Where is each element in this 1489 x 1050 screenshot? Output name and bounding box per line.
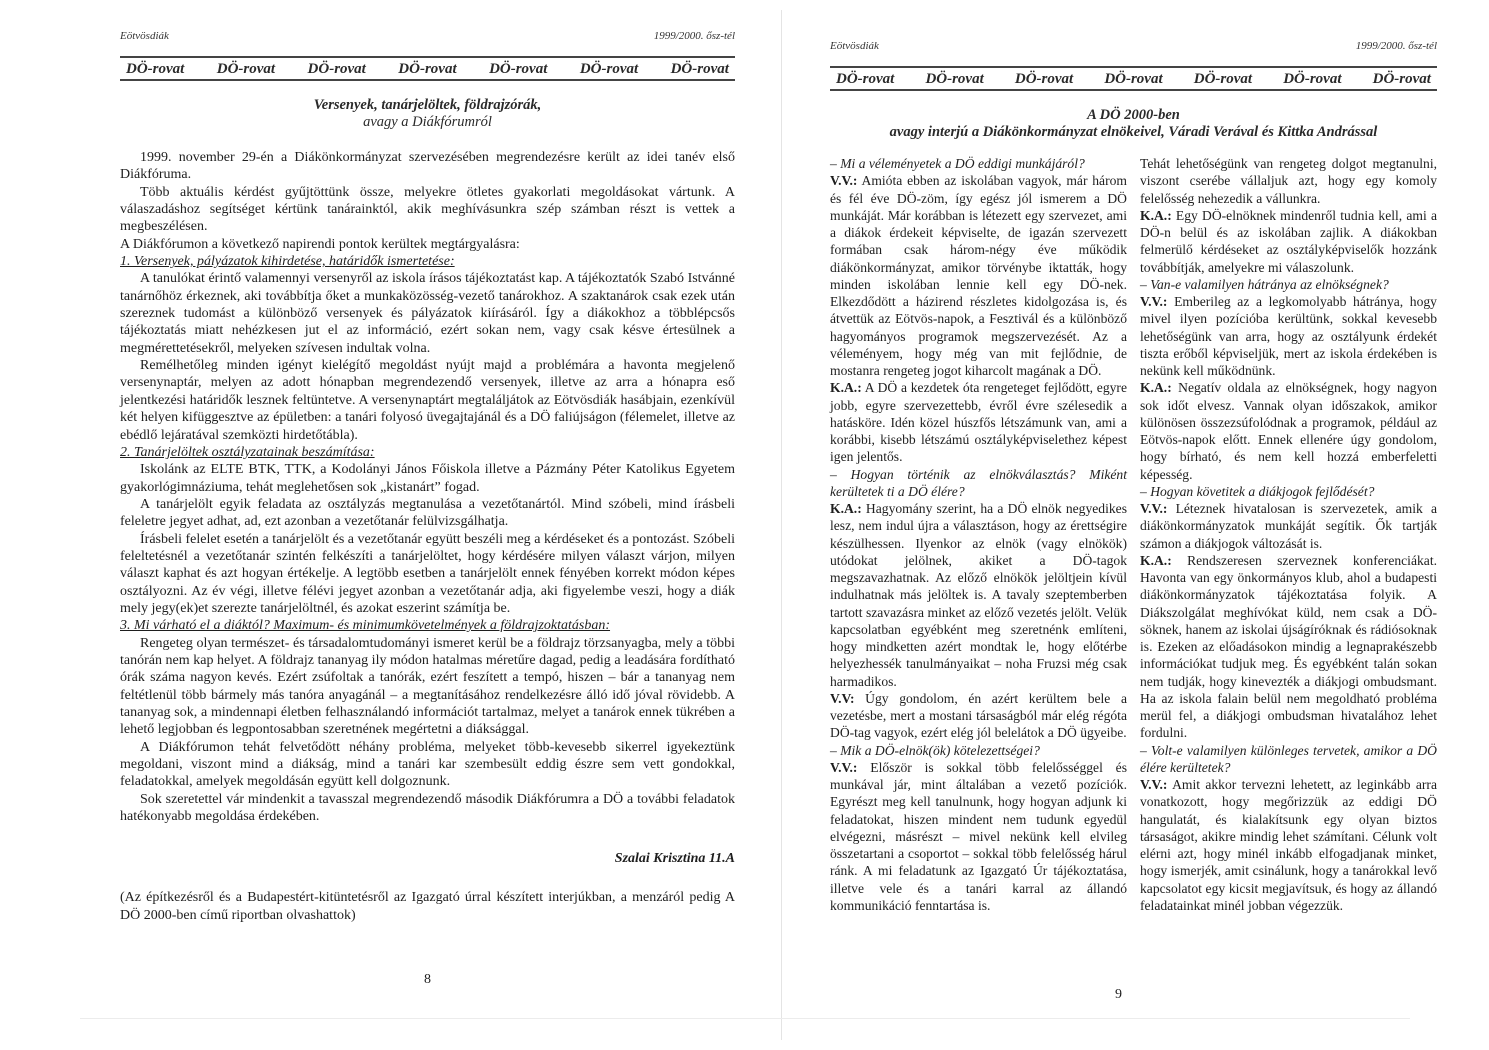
interview-question: – Volt-e valamilyen különleges tervetek, amikor a DÖ élére kerültetek?	[1140, 742, 1437, 775]
interview-answer	[830, 500, 1127, 690]
article-body	[120, 149, 735, 825]
interview-columns	[830, 155, 1437, 914]
article-title	[830, 107, 1437, 141]
answer-text: A DÖ a kezdetek óta rengeteget fejlődött, egyre jobb, egyre szervezettebb, évről évre szélesedik a hatásköre. Idén közel húszfős létszámunk van, ami a korábbi, kisebb létszámú osztályképviselethez képest igen jelentős.	[830, 380, 1127, 465]
agenda-heading: 1. Versenyek, pályázatok kihirdetése, határidők ismertetése:	[120, 254, 455, 270]
agenda-heading: 2. Tanárjelöltek osztályzatainak beszámítása:	[120, 444, 375, 460]
publication-name: Eötvösdiák	[830, 40, 879, 52]
section-label: DÖ-rovat	[925, 71, 984, 87]
interview-question: – Hogyan történik az elnökválasztás? Miként kerültetek ti a DÖ élére?	[830, 466, 1127, 499]
paragraph: Több aktuális kérdést gyűjtöttünk össze, melyekre ötletes gyakorlati megoldásokat vártunk. A válaszadáshoz segítséget kértünk tanárainktól, akik meghívásunkra szép számban részt is vettek a megbeszélésen.	[120, 184, 735, 235]
section-label: DÖ-rovat	[1372, 71, 1431, 87]
answer-text: Amióta ebben az iskolában vagyok, már három és fél éve DÖ-zöm, így egész jól ismerem a DÖ munkáját. Már korábban is létezett egy szervezet, ami a diákok érdekeit képviselte, de igazán szervezett formában csak három-négy éve működik diákönkormányzat, amikor törvénybe iktatták, hogy minden iskolában lennie kell egy DÖ-nek. Elkezdődött a házirend részletes kidolgozása is, és átvettük az Eötvös-napok, a Fesztivál és a különböző hagyományos programok megszervezését. Az a véleményem, hogy még van mit fejlődnie, de mostanra rengeteg jogot kiharcolt magának a DÖ.	[830, 173, 1127, 378]
paragraph: A tanárjelölt egyik feladata az osztályzás megtanulása a vezetőtanártól. Mind szóbeli, mind írásbeli feleletre jegyet adhat, ad, ezt azonban a vezetőtanár felülvizsgálhatja.	[120, 496, 735, 530]
section-band	[120, 56, 735, 81]
paragraph: 1999. november 29-én a Diákönkormányzat szervezésében megrendezésre került az idei tanév első Diákfóruma.	[120, 150, 735, 183]
answer-text: Úgy gondolom, én azért kerültem bele a vezetésbe, mert a mostani társaságból már elég régóta DÖ-tag vagyok, ezért elég jól belelátok a DÖ ügyeibe.	[830, 690, 1127, 741]
interview-answer	[1140, 207, 1437, 276]
page-gutter	[781, 10, 782, 1040]
interview-answer	[830, 172, 1127, 379]
speaker-initials: V.V:	[830, 690, 855, 706]
interview-answer	[830, 759, 1127, 914]
interview-question: – Hogyan követitek a diákjogok fejlődését?	[1140, 483, 1375, 499]
speaker-initials: V.V.:	[1140, 294, 1168, 309]
interview-answer	[830, 379, 1127, 465]
interview-answer	[1140, 379, 1437, 483]
answer-text: Negatív oldala az elnökségnek, hogy nagyon sok időt elvesz. Vannak olyan időszakok, amikor különösen összezsúfolódnak a programok, például az Eötvös-napok előtt. Ennek ellenére úgy gondolom, hogy bírható, és nem kell hozzá emberfeletti képesség.	[1140, 380, 1437, 482]
interview-answer	[1140, 293, 1437, 379]
section-label: DÖ-rovat	[670, 61, 729, 77]
page-number: 9	[1115, 987, 1122, 1002]
speaker-initials: V.V.:	[830, 759, 858, 775]
paragraph: Sok szeretettel vár mindenkit a tavasszal megrendezendő második Diákfórumra a DÖ a további feladatok hatékonyabb megoldása érdekében.	[120, 791, 735, 825]
interview-answer	[1140, 500, 1437, 552]
running-head	[830, 40, 1437, 54]
interview-question: – Mik a DÖ-elnök(ök) kötelezettségei?	[830, 742, 1040, 758]
speaker-initials: K.A.:	[830, 380, 862, 396]
section-label: DÖ-rovat	[307, 61, 366, 77]
author-signature: Szalai Krisztina 11.A	[614, 851, 735, 867]
subtitle-line: avagy a Diákfórumról	[363, 114, 492, 130]
speaker-initials: K.A.:	[1140, 380, 1172, 396]
speaker-initials: K.A.:	[1140, 552, 1172, 568]
section-label: DÖ-rovat	[1014, 71, 1074, 87]
title-line: A DÖ 2000-ben	[1087, 107, 1180, 123]
section-label: DÖ-rovat	[1104, 71, 1163, 87]
paragraph: Rengeteg olyan természet- és társadalomtudományi ismeret kerül be a földrajz törzsanyagba, mely a többi tanórán nem kap helyet. A földrajz tananyag ily módon hatalmas méretűre dagad, pedig a leadására fordítható órák száma nagyon kevés. Ezért zsúfoltak a tanórák, ezért feszített a tempó, hiszen – bár a tananyag nem feltétlenül több bármely más tanóra anyagánál – a megtanításához rendelkezésre álló idő jóval rövidebb. A tananyag sok, a mindennapi életben felhasználandó információt tartalmaz, melyet a tanárok ennek tükrében a lehető legjobban és legpontosabban szeretnének megértetni a diáksággal.	[120, 635, 735, 738]
interview-question: – Van-e valamilyen hátránya az elnökségnek?	[1140, 276, 1389, 292]
interview-answer	[830, 690, 1127, 742]
issue-label: 1999/2000. ősz-tél	[653, 30, 735, 42]
paragraph: A Diákfórumon a következő napirendi pontok kerültek megtárgyalásra:	[120, 236, 520, 252]
running-head	[120, 30, 735, 44]
answer-text: Hagyomány szerint, ha a DÖ elnök negyedikes lesz, nem indul újra a választáson, hogy az érettségire készülhessen. Ilyenkor az elnök (vagy elnökök) utódokat jelölnek, akiket a DÖ-tagok megszavazhatnak. Az előző elnökök jelöltjein kívül indulhatnak más jelöltek is. A tavaly szeptemberben tartott szavazásra minket az előző vezetés jelölt. Velük kapcsolatban egyébként meg szeretnénk említeni, hogy mindketten azért mondtak le, hogy előtérbe helyezhessék tanulmányaikat – noha Fruzsi még csak harmadikos.	[830, 501, 1127, 689]
publication-name: Eötvösdiák	[120, 30, 169, 42]
paragraph: Iskolánk az ELTE BTK, TTK, a Kodolányi János Főiskola illetve a Pázmány Péter Katolikus Egyetem gyakorlógimnáziuma, tehát meglehetősen sok „kistanárt” fogad.	[120, 462, 735, 495]
right-page	[830, 40, 1437, 914]
article-title	[120, 97, 735, 131]
section-label: DÖ-rovat	[398, 61, 457, 77]
section-label: DÖ-rovat	[836, 71, 895, 87]
section-label: DÖ-rovat	[1193, 71, 1253, 87]
column-1	[830, 155, 1127, 914]
paragraph: Írásbeli felelet esetén a tanárjelölt és a vezetőtanár együtt beszéli meg a kérdéseket és a pontozást. Szóbeli feleltetésnél a vezetőtanár szintén felkészíti a tanárjelöltet, hogy kérdésére milyen választ várjon, milyen választ kaphat és azt hogyan értékelje. A legtöbb esetben a tanárjelölt ennek fényében korrekt módon képes osztályozni. Az év végi, illetve félévi jegyet azonban a vezetőtanár adja, aki figyelembe veszi, hogy a diák mely jegy(ek)et szerezte tanárjelöltnél, és azokat eszerint számítja be.	[120, 531, 735, 616]
section-label: DÖ-rovat	[216, 61, 276, 77]
section-label: DÖ-rovat	[1283, 71, 1342, 87]
interview-answer	[1140, 552, 1437, 742]
interview-question: – Mi a véleményetek a DÖ eddigi munkájáról?	[830, 156, 1085, 171]
answer-continuation: Tehát lehetőségünk van rengeteg dolgot megtanulni, viszont cserébe vállaljuk azt, hogy egy komoly felelősség nehezedik a vállunkra.	[1140, 156, 1437, 206]
speaker-initials: V.V.:	[830, 173, 858, 189]
column-2	[1140, 155, 1437, 914]
answer-text: Amit akkor tervezni lehetett, az leginkább arra vonatkozott, hogy megőrizzük az eddigi DÖ hangulatát, és kialakítsunk egy olyan biztos társaságot, akikre mindig lehet számítani. Célunk volt elérni azt, hogy minél inkább elfogadjanak minket, hogy ismerjék, amit csinálunk, hogy a tanárokkal levő kapcsolatot egy kicsit megjavítsuk, és hogy az állandó feladatainkat minél jobban végezzük.	[1140, 777, 1437, 913]
section-label: DÖ-rovat	[579, 61, 639, 77]
section-label: DÖ-rovat	[126, 61, 185, 77]
answer-text: Rendszeresen szerveznek konferenciákat. Havonta van egy önkormányos klub, ahol a budapesti diákönkormányzatok tájékoztatása folyik. A Diákszolgálat meghívókat küld, nem csak a DÖ-söknek, hanem az iskolai újságíróknak és rádiósoknak is. Ezeken az előadásokon mindig a legnaprakészebb információkat tudjuk meg. És egyébként talán sokan nem tudják, hogy kinevezték a diákjogi ombudsmant. Ha az iskola falain belül nem megoldható probléma merül fel, a diákjogi ombudsman hivatalához lehet fordulni.	[1140, 552, 1437, 741]
answer-text: Léteznek hivatalosan is szervezetek, amik a diákönkormányzatok munkáját segítik. Ők tartják számon a diákjogok változását is.	[1140, 501, 1437, 551]
subtitle-line: avagy interjú a Diákönkormányzat elnökeivel, Váradi Verával és Kittka Andrással	[889, 124, 1378, 140]
page-number: 8	[424, 972, 431, 987]
title-line: Versenyek, tanárjelöltek, földrajzórák,	[313, 97, 542, 113]
speaker-initials: V.V.:	[1140, 501, 1168, 516]
issue-label: 1999/2000. ősz-tél	[1355, 40, 1437, 52]
paragraph: Remélhetőleg minden igényt kielégítő megoldást nyújt majd a problémára a havonta megjelenő versenynaptár, melyen az adott hónapban megrendezendő versenyek, illetve az arra a hónapra eső jelentkezési határidők lesznek feltüntetve. A versenynaptárt megtaláljátok az Eötvösdiák hasábjain, ezenkívül két helyen kifüggesztve az épületben: a tanári folyosó üvegajtajánál és a DÖ faliújságon (félemelet, illetve az ebédlő lejáratával szemközti hirdetőtábla).	[120, 358, 735, 443]
interview-answer	[1140, 776, 1437, 914]
answer-text: Először is sokkal több felelősséggel és munkával jár, mint általában a vezető pozíciók. Egyrészt meg kell tanulnunk, hogy hogyan adjunk ki feladatokat, hiszen mindent nem tudunk egyedül elvégezni, másrészt – mivel nekünk kell elvileg összetartani a csoportot – sokkal több felelősség hárul ránk. A mi feladatunk az Igazgató Úr tájékoztatása, illetve vele és a tanári karral az állandó kommunikáció fenntartása is.	[830, 759, 1127, 913]
section-band	[830, 66, 1437, 91]
speaker-initials: V.V.:	[1140, 777, 1168, 792]
speaker-initials: K.A.:	[1140, 207, 1172, 223]
left-page	[120, 30, 735, 924]
speaker-initials: K.A.:	[830, 501, 862, 516]
answer-text: Emberileg az a legkomolyabb hátránya, hogy mivel ilyen pozícióba kerültünk, sokkal kevesebb lehetőségünk van arra, hogy az osztályunk érdekét tiszta erőből képviseljük, mert az iskola érdekében is nekünk kell működnünk.	[1140, 294, 1437, 378]
answer-text: Egy DÖ-elnöknek mindenről tudnia kell, ami a DÖ-n belül és az iskolában zajlik. A diákokban felmerülő kérdéseket az osztályképviselők hozzánk továbbítják, amelyekre mi válaszolunk.	[1140, 207, 1437, 275]
section-label: DÖ-rovat	[489, 61, 548, 77]
paragraph: A Diákfórumon tehát felvetődött néhány probléma, melyeket több-kevesebb sikerrel igyekeztünk megoldani, viszont mind a diákság, mind a tanári kar szembesült eddig észre sem vett gondokkal, feladatokkal, amelyek megoldásán együtt kell dolgoznunk.	[120, 739, 735, 790]
footnote: (Az építkezésről és a Budapestért-kitüntetésről az Igazgató úrral készített interjúkban, a menzáról pedig A DÖ 2000-ben című riportban olvashattok)	[120, 890, 735, 923]
paragraph: A tanulókat érintő valamennyi versenyről az iskola írásos tájékoztatást kap. A tájékoztatók Szabó Istvánné tanárnőhöz érkeznek, aki továbbítja őket a munkaközösség-vezető tanárokhoz. A szaktanárok csak ezek után szereznek tudomást a különböző versenyek és pályázatok kiírásáról. Így a diákokhoz a többlépcsős tájékoztatás miatt nehézkesen jut el az információ, ezért sokan nem, vagy csak késve értesülnek a megmérettetésekről, melyeken szívesen indultak volna.	[120, 271, 735, 356]
agenda-heading: 3. Mi várható el a diáktól? Maximum- és minimumkövetelmények a földrajzoktatásban:	[120, 618, 611, 634]
scan-edge	[80, 1018, 1410, 1019]
